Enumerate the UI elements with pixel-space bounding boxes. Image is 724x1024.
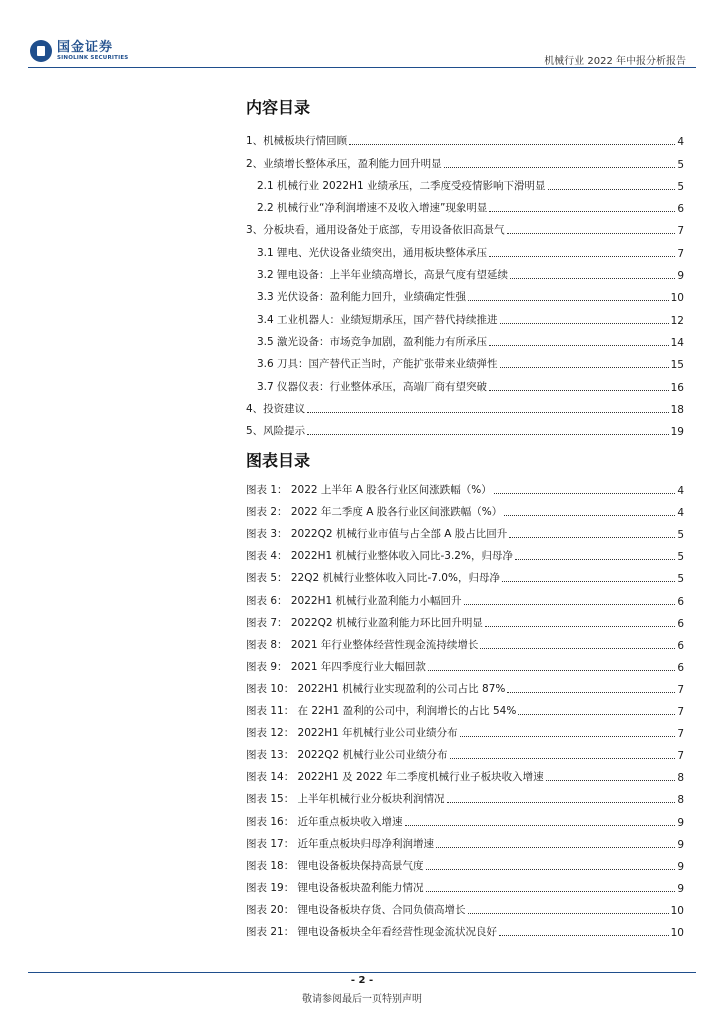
figure-entry[interactable] (246, 674, 684, 696)
figure-entry-page: 7 (677, 706, 684, 719)
dot-leader (426, 869, 676, 870)
figure-entry[interactable] (246, 917, 684, 939)
page-header (0, 0, 724, 68)
figure-entry[interactable] (246, 652, 684, 674)
figure-entry[interactable] (246, 829, 684, 851)
figure-entry-page: 5 (677, 551, 684, 564)
dot-leader (307, 412, 668, 413)
figure-entry[interactable] (246, 740, 684, 762)
figure-entry-label: 图表 8： 2021 年行业整体经营性现金流持续增长 (246, 638, 479, 651)
dot-leader (460, 736, 676, 737)
report-title: 机械行业 2022 年中报分析报告 (544, 56, 686, 67)
figure-entry-page: 4 (677, 507, 684, 520)
figure-entry-page: 10 (670, 904, 684, 917)
figure-entry-label: 图表 15： 上半年机械行业分板块利润情况 (246, 793, 445, 806)
dot-leader (468, 913, 669, 914)
toc-entry-page: 7 (677, 225, 684, 238)
figure-entry-page: 8 (677, 772, 684, 785)
figure-entry[interactable] (246, 696, 684, 718)
list-of-figures (246, 475, 684, 939)
figure-entry-label: 图表 21： 锂电设备板块全年看经营性现金流状况良好 (246, 925, 498, 938)
dot-leader (307, 434, 668, 435)
figure-entry-label: 图表 1： 2022 上半年 A 股各行业区间涨跌幅（%） (246, 484, 492, 497)
figure-entry-page: 10 (670, 926, 684, 939)
toc-entry-label: 3.1 锂电、光伏设备业绩突出，通用板块整体承压 (257, 246, 488, 259)
toc-entry-page: 16 (670, 381, 684, 394)
header-divider (28, 67, 696, 68)
toc-entry-page: 9 (677, 270, 684, 283)
figure-entry-page: 9 (677, 816, 684, 829)
toc-entry-label: 5、风险提示 (246, 425, 306, 438)
figure-entry-page: 5 (677, 529, 684, 542)
figure-entry[interactable] (246, 806, 684, 828)
figure-entry[interactable] (246, 519, 684, 541)
toc-entry-page: 4 (677, 136, 684, 149)
toc-entry[interactable] (246, 349, 684, 371)
figure-entry[interactable] (246, 762, 684, 784)
dot-leader (546, 780, 676, 781)
figure-entry-label: 图表 9： 2021 年四季度行业大幅回款 (246, 660, 426, 673)
figure-entry-label: 图表 14： 2022H1 及 2022 年二季度机械行业子板块收入增速 (246, 771, 544, 784)
figure-entry[interactable] (246, 585, 684, 607)
figure-entry-label: 图表 3： 2022Q2 机械行业市值与占全部 A 股占比回升 (246, 528, 508, 541)
figure-entry-page: 9 (677, 882, 684, 895)
dot-leader (502, 581, 675, 582)
figure-entry[interactable] (246, 630, 684, 652)
dot-leader (500, 367, 669, 368)
figure-entry[interactable] (246, 784, 684, 806)
toc-entry-page: 14 (670, 336, 684, 349)
figure-entry-label: 图表 12： 2022H1 年机械行业公司业绩分布 (246, 727, 458, 740)
toc-entry-page: 7 (677, 247, 684, 260)
toc-entry[interactable] (246, 394, 684, 416)
figure-entry[interactable] (246, 608, 684, 630)
dot-leader (444, 167, 676, 168)
toc-entry-page: 19 (670, 426, 684, 439)
toc-entry-label: 3.5 激光设备：市场竞争加剧，盈利能力有所承压 (257, 335, 488, 348)
dot-leader (485, 626, 675, 627)
toc-entry-page: 6 (677, 203, 684, 216)
figure-entry-page: 7 (677, 683, 684, 696)
figure-entry[interactable] (246, 851, 684, 873)
dot-leader (489, 390, 669, 391)
figure-entry[interactable] (246, 873, 684, 895)
figure-entry-page: 8 (677, 794, 684, 807)
toc-entry-label: 3.2 锂电设备：上半年业绩高增长，高景气度有望延续 (257, 269, 509, 282)
figure-entry-page: 4 (677, 485, 684, 498)
figure-entry-label: 图表 18： 锂电设备板块保持高景气度 (246, 859, 424, 872)
figure-entry-label: 图表 20： 锂电设备板块存货、合同负债高增长 (246, 903, 466, 916)
toc-entry-page: 18 (670, 403, 684, 416)
toc-entry[interactable] (246, 215, 684, 237)
footer-divider (28, 972, 696, 973)
figure-entry[interactable] (246, 475, 684, 497)
figure-entry[interactable] (246, 718, 684, 740)
toc-entry-label: 3.3 光伏设备：盈利能力回升，业绩确定性强 (257, 291, 467, 304)
toc-entry-page: 12 (670, 314, 684, 327)
figure-entry-page: 9 (677, 838, 684, 851)
toc-entry[interactable] (246, 327, 684, 349)
dot-leader (489, 211, 675, 212)
figure-entry[interactable] (246, 895, 684, 917)
figure-entry-label: 图表 16： 近年重点板块收入增速 (246, 815, 403, 828)
figure-entry-page: 6 (677, 661, 684, 674)
toc-entry-page: 5 (677, 158, 684, 171)
toc-entry[interactable] (246, 148, 684, 170)
figures-heading: 图表目录 (246, 451, 311, 470)
toc-heading: 内容目录 (246, 98, 311, 117)
figure-entry-page: 6 (677, 617, 684, 630)
dot-leader (494, 493, 676, 494)
dot-leader (500, 323, 669, 324)
toc-entry-page: 15 (670, 359, 684, 372)
dot-leader (510, 278, 675, 279)
figure-entry-label: 图表 10： 2022H1 机械行业实现盈利的公司占比 87% (246, 682, 506, 695)
toc-entry[interactable] (246, 171, 684, 193)
figure-entry[interactable] (246, 563, 684, 585)
dot-leader (499, 935, 669, 936)
dot-leader (509, 537, 675, 538)
figure-entry-page: 7 (677, 750, 684, 763)
toc-entry-label: 3.4 工业机器人：业绩短期承压，国产替代持续推进 (257, 313, 498, 326)
toc-entry-label: 2.1 机械行业 2022H1 业绩承压，二季度受疫情影响下滑明显 (257, 179, 546, 192)
toc-entry[interactable] (246, 282, 684, 304)
dot-leader (518, 714, 675, 715)
logo-text-en: SINOLINK SECURITIES (57, 54, 129, 61)
toc-entry[interactable] (246, 260, 684, 282)
toc-entry[interactable] (246, 193, 684, 215)
toc-entry-label: 4、投资建议 (246, 402, 306, 415)
toc-entry-label: 3.7 仪器仪表：行业整体承压，高端厂商有望突破 (257, 380, 488, 393)
figure-entry-page: 9 (677, 860, 684, 873)
toc-entry[interactable] (246, 416, 684, 438)
figure-entry-page: 5 (677, 573, 684, 586)
figure-entry[interactable] (246, 541, 684, 563)
toc-entry-label: 3.6 刀具：国产替代正当时，产能扩张带来业绩弹性 (257, 358, 498, 371)
table-of-contents (246, 126, 684, 438)
dot-leader (480, 648, 675, 649)
dot-leader (447, 802, 676, 803)
toc-entry[interactable] (246, 371, 684, 393)
figure-entry-label: 图表 4： 2022H1 机械行业整体收入同比-3.2%，归母净 (246, 550, 513, 563)
dot-leader (548, 189, 676, 190)
figure-entry-label: 图表 5： 22Q2 机械行业整体收入同比-7.0%，归母净 (246, 572, 500, 585)
figure-entry-page: 6 (677, 595, 684, 608)
toc-entry-page: 10 (670, 292, 684, 305)
logo-icon (30, 40, 52, 62)
dot-leader (464, 604, 676, 605)
dot-leader (468, 300, 669, 301)
dot-leader (489, 345, 669, 346)
dot-leader (489, 256, 675, 257)
toc-entry-label: 2、业绩增长整体承压，盈利能力回升明显 (246, 157, 442, 170)
figure-entry-label: 图表 17： 近年重点板块归母净利润增速 (246, 837, 435, 850)
figure-entry-label: 图表 7： 2022Q2 机械行业盈利能力环比回升明显 (246, 616, 483, 629)
toc-entry[interactable] (246, 237, 684, 259)
toc-entry-label: 2.2 机械行业“净利润增速不及收入增速”现象明显 (257, 202, 488, 215)
figure-entry-label: 图表 13： 2022Q2 机械行业公司业绩分布 (246, 749, 448, 762)
toc-entry[interactable] (246, 304, 684, 326)
figure-entry-label: 图表 11： 在 22H1 盈利的公司中，利润增长的占比 54% (246, 705, 517, 718)
dot-leader (405, 825, 676, 826)
figure-entry[interactable] (246, 497, 684, 519)
toc-entry[interactable] (246, 126, 684, 148)
dot-leader (428, 670, 675, 671)
page-number: - 2 - (350, 975, 374, 986)
dot-leader (450, 758, 676, 759)
dot-leader (507, 692, 675, 693)
toc-entry-label: 1、机械板块行情回顾 (246, 135, 348, 148)
dot-leader (349, 144, 675, 145)
figure-entry-label: 图表 2： 2022 年二季度 A 股各行业区间涨跌幅（%） (246, 506, 503, 519)
logo-text-cn: 国金证券 (57, 39, 114, 55)
dot-leader (507, 233, 676, 234)
disclaimer-note: 敬请参阅最后一页特别声明 (302, 994, 422, 1005)
figure-entry-page: 7 (677, 728, 684, 741)
toc-entry-label: 3、分板块看，通用设备处于底部，专用设备依旧高景气 (246, 224, 505, 237)
dot-leader (504, 515, 675, 516)
dot-leader (436, 847, 675, 848)
figure-entry-label: 图表 6： 2022H1 机械行业盈利能力小幅回升 (246, 594, 462, 607)
figure-entry-page: 6 (677, 639, 684, 652)
company-logo (30, 40, 128, 62)
dot-leader (515, 559, 675, 560)
toc-entry-page: 5 (677, 180, 684, 193)
figure-entry-label: 图表 19： 锂电设备板块盈利能力情况 (246, 881, 424, 894)
dot-leader (426, 891, 676, 892)
